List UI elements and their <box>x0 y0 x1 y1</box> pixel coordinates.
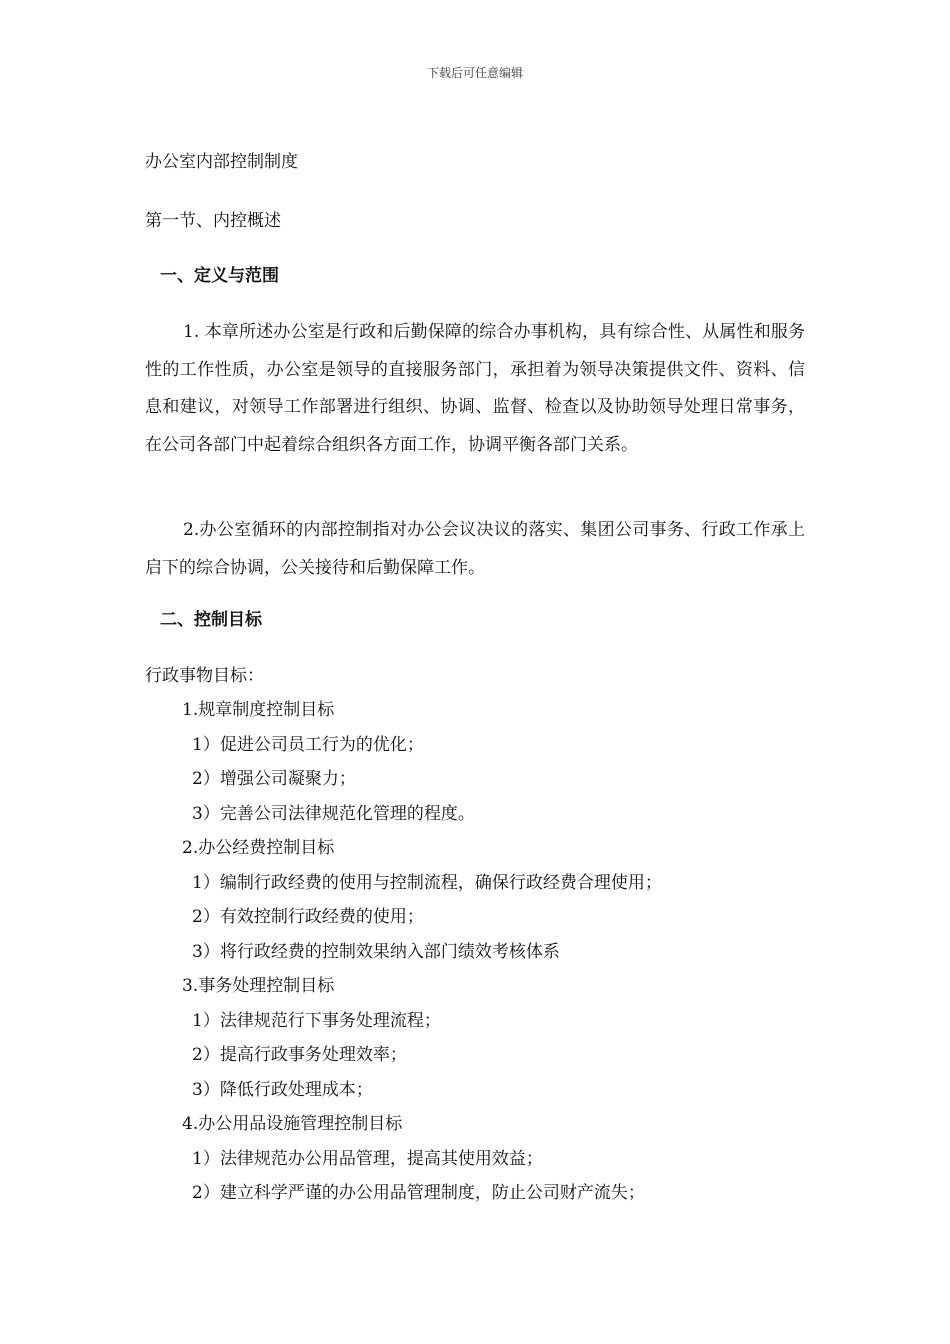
admin-goals-label: 行政事物目标： <box>145 666 264 686</box>
goal-3-title: 3.事务处理控制目标 <box>182 976 335 996</box>
goal-1-item: 2）增强公司凝聚力； <box>192 769 356 789</box>
paragraph-1: 1. 本章所述办公室是行政和后勤保障的综合办事机构，具有综合性、从属性和服务性的工作性质，办公室是领导的直接服务部门，承担着为领导决策提供文件、资料、信息和建议，对领导工作部署进行组织、协调、监督、检查以及协助领导处理日常事务，在公司各部门中起着综合组织各方面工作，协调平衡各部门关系。 <box>145 322 805 455</box>
goal-3-item: 2）提高行政事务处理效率； <box>192 1045 407 1065</box>
goal-3-item: 3）降低行政处理成本； <box>192 1080 373 1100</box>
heading-definition-scope: 一、定义与范围 <box>160 266 279 286</box>
goal-2-item: 1）编制行政经费的使用与控制流程，确保行政经费合理使用； <box>192 873 662 893</box>
goal-1-item: 1）促进公司员工行为的优化； <box>192 735 424 755</box>
heading-control-goals: 二、控制目标 <box>160 610 262 630</box>
goal-4-item: 2）建立科学严谨的办公用品管理制度，防止公司财产流失； <box>192 1183 645 1203</box>
paragraph-2: 2.办公室循环的内部控制指对办公会议决议的落实、集团公司事务、行政工作承上启下的综合协调，公关接待和后勤保障工作。 <box>145 520 805 578</box>
goal-1-title: 1.规章制度控制目标 <box>182 700 335 720</box>
goal-3-item: 1）法律规范行下事务处理流程； <box>192 1011 441 1031</box>
document-title: 办公室内部控制制度 <box>145 152 298 172</box>
section-title: 第一节、内控概述 <box>145 211 281 231</box>
goal-4-title: 4.办公用品设施管理控制目标 <box>182 1114 403 1134</box>
goal-1-item: 3）完善公司法律规范化管理的程度。 <box>192 804 475 824</box>
goal-2-title: 2.办公经费控制目标 <box>182 838 335 858</box>
goal-2-item: 3）将行政经费的控制效果纳入部门绩效考核体系 <box>192 942 560 962</box>
goal-4-item: 1）法律规范办公用品管理，提高其使用效益； <box>192 1149 543 1169</box>
page-header-note: 下载后可任意编辑 <box>426 66 523 80</box>
goal-2-item: 2）有效控制行政经费的使用； <box>192 907 424 927</box>
